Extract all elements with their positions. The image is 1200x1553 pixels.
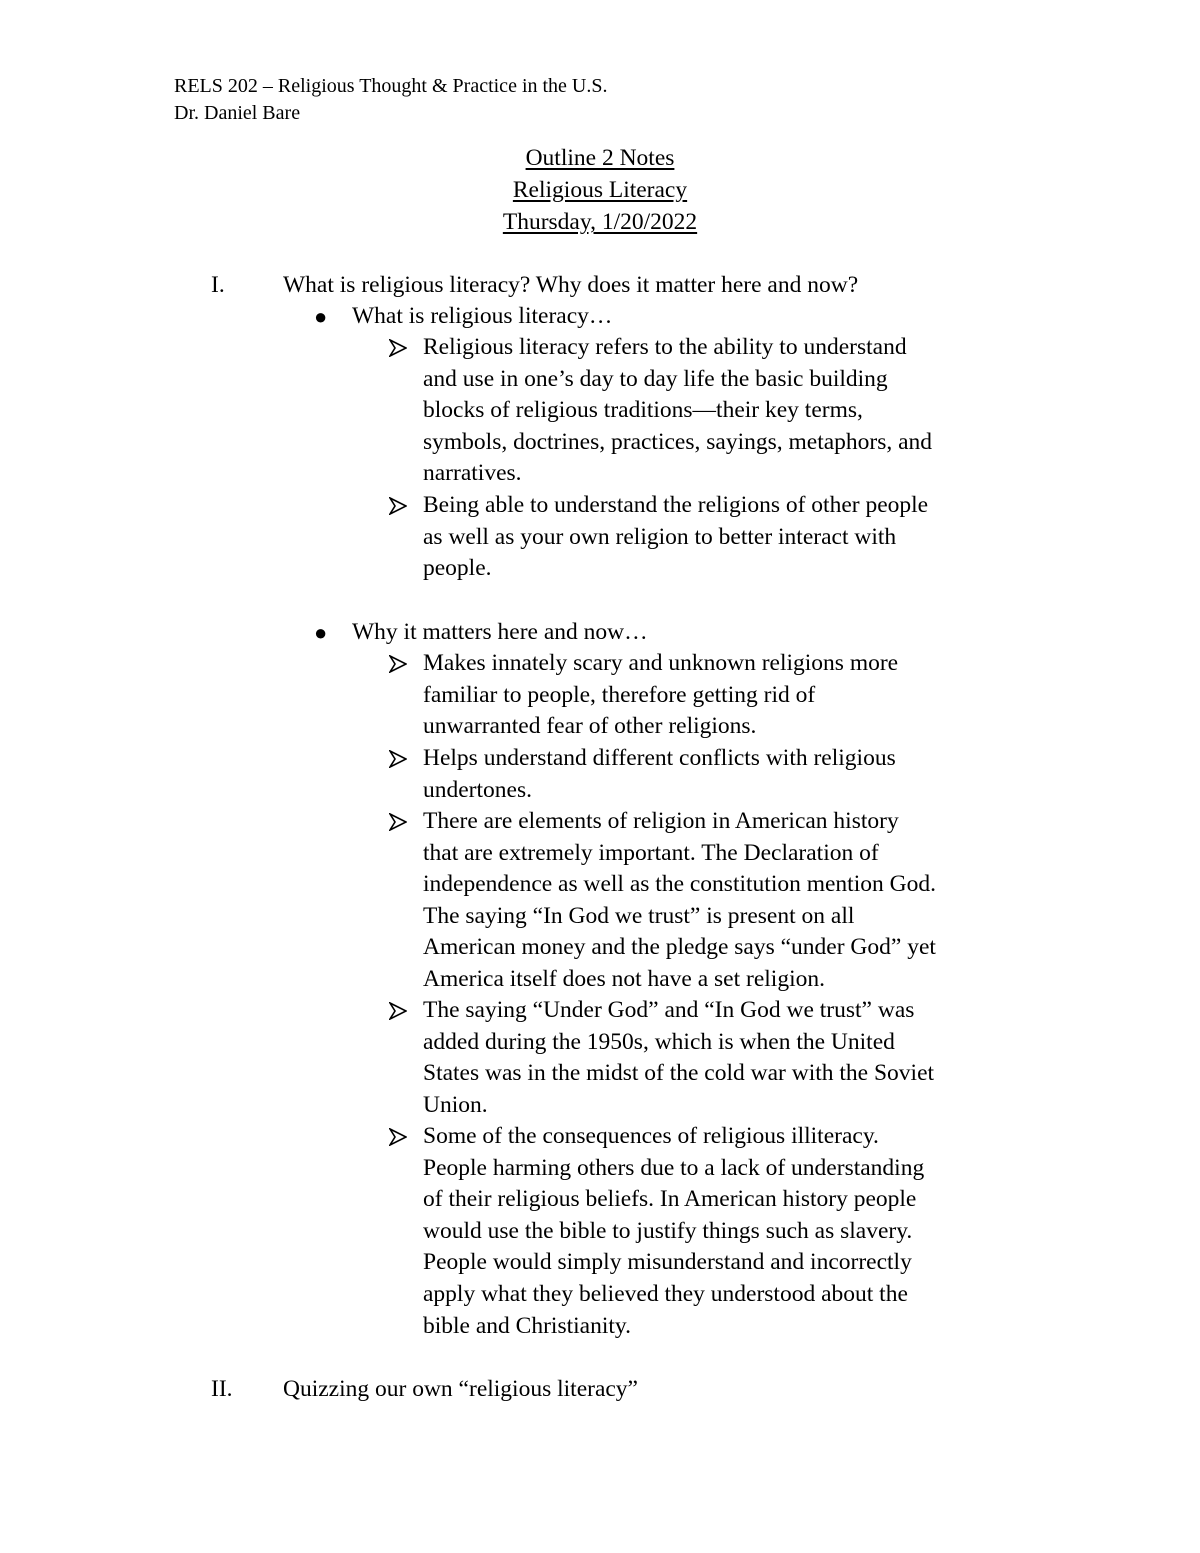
outline-title: Outline 2 Notes bbox=[525, 145, 675, 171]
section-2-numeral: II. bbox=[211, 1376, 233, 1402]
section-1-heading: What is religious literacy? Why does it matter here and now? bbox=[283, 272, 859, 298]
section-1-numeral: I. bbox=[211, 272, 225, 298]
arrowhead-icon bbox=[389, 1128, 407, 1146]
bullet-2-label: Why it matters here and now… bbox=[352, 619, 648, 645]
list-item: Some of the consequences of religious illiteracy. People harming others due to a lack of understanding of their religious beliefs. In American history people would use the bible to justify things such as slavery. People would simply misunderstand and incorrectly apply what they believed they understood about the bible and Christianity. bbox=[423, 1123, 925, 1339]
instructor-name: Dr. Daniel Bare bbox=[174, 102, 301, 124]
arrowhead-icon bbox=[389, 339, 407, 357]
list-item: The saying “Under God” and “In God we trust” was added during the 1950s, which is when the United States was in the midst of the cold war with the Soviet Union. bbox=[423, 997, 935, 1118]
bullet-dot-icon: ● bbox=[314, 620, 328, 645]
section-2-heading: Quizzing our own “religious literacy” bbox=[283, 1376, 638, 1402]
date-title: Thursday, 1/20/2022 bbox=[502, 209, 698, 235]
list-item: Religious literacy refers to the ability to understand and use in one’s day to day life the basic building blocks of religious traditions—their key terms, symbols, doctrines, practices, sayings, metaphors, and narratives. bbox=[423, 334, 933, 487]
bullet-dot-icon: ● bbox=[314, 304, 328, 329]
list-item: Helps understand different conflicts with religious undertones. bbox=[423, 745, 896, 803]
arrowhead-icon bbox=[389, 750, 407, 768]
list-item: Makes innately scary and unknown religions more familiar to people, therefore getting rid of unwarranted fear of other religions. bbox=[423, 650, 899, 740]
list-item: Being able to understand the religions of other people as well as your own religion to better interact with people. bbox=[423, 492, 929, 582]
arrowhead-icon bbox=[389, 1002, 407, 1020]
topic-title: Religious Literacy bbox=[512, 177, 688, 203]
list-item: There are elements of religion in American history that are extremely important. The Declaration of independence as well as the constitution mention God. The saying “In God we trust” is present on all American money and the pledge says “under God” yet America itself does not have a set religion. bbox=[423, 808, 936, 992]
bullet-1-label: What is religious literacy… bbox=[352, 303, 613, 329]
course-title: RELS 202 – Religious Thought & Practice in the U.S. bbox=[174, 75, 608, 97]
arrowhead-icon bbox=[389, 497, 407, 515]
arrowhead-icon bbox=[389, 813, 407, 831]
arrowhead-icon bbox=[389, 655, 407, 673]
